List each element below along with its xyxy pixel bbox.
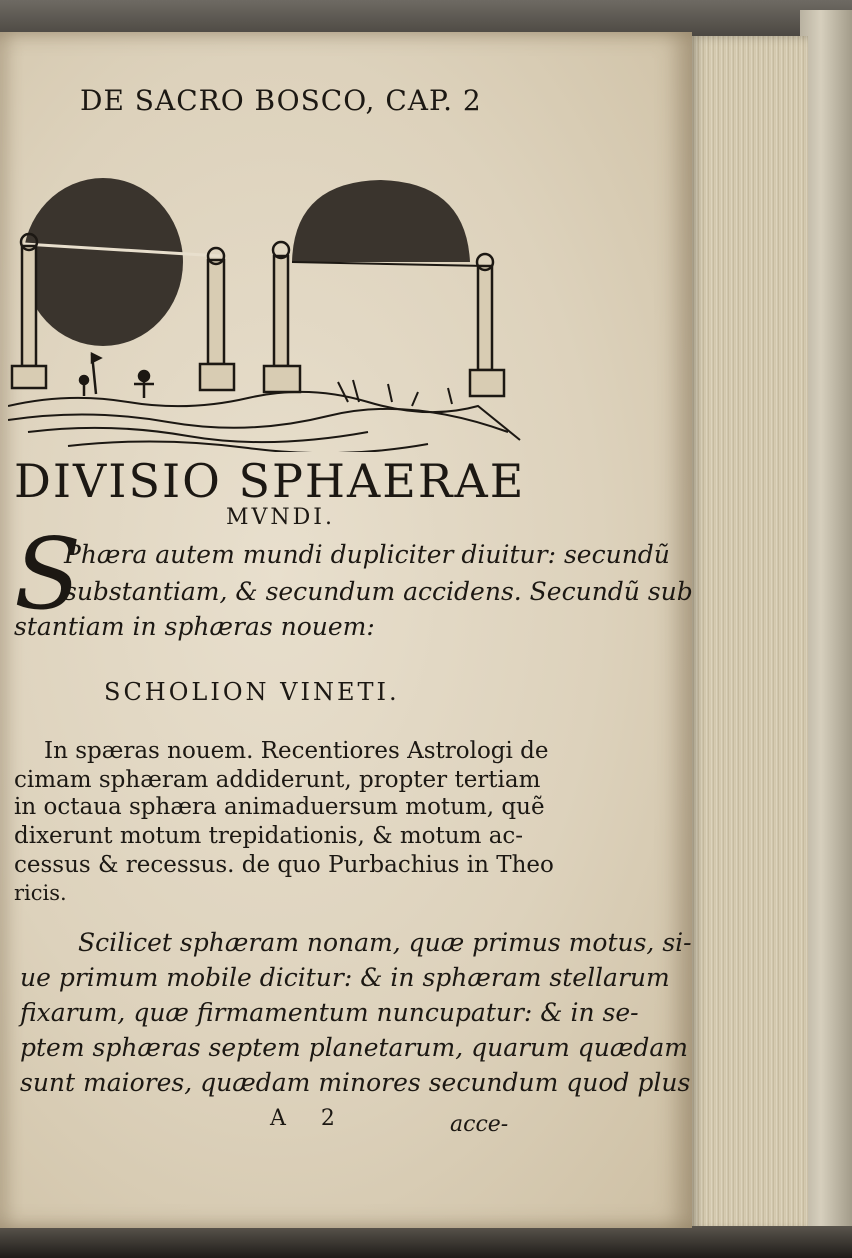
catchword: acce-	[450, 1112, 509, 1137]
scholion-line: In spæras nouem. Recentiores Astrologi de	[44, 738, 549, 764]
scholion-line: cessus & recessus. de quo Purbachius in Theo	[14, 852, 554, 878]
book-page	[0, 32, 692, 1228]
scholion-line: in octaua sphæra animaduersum motum, quẽ	[14, 794, 545, 820]
woodcut-illustration	[8, 170, 524, 452]
book-bottom-edge	[0, 1226, 852, 1258]
body-text-line: Scilicet sphæram nonam, quæ primus motus, si-	[78, 928, 692, 957]
main-text-line: stantiam in sphæras nouem:	[14, 612, 375, 641]
body-text-line: sunt maiores, quædam minores secundum quod plus	[20, 1068, 691, 1097]
signature-mark: A 2	[270, 1106, 349, 1131]
scholion-line: cimam sphæram addiderunt, propter tertiam	[14, 767, 541, 793]
scholion-line: ricis.	[14, 881, 67, 905]
body-text-line: ue primum mobile dicitur: & in sphæram stellarum	[20, 963, 670, 992]
scholion-line: dixerunt motum trepidationis, & motum ac-	[14, 823, 524, 849]
small-figures	[80, 354, 154, 398]
running-head: DE SACRO BOSCO, CAP. 2	[80, 84, 482, 117]
main-text-line: Phæra autem mundi dupliciter diuitur: secundũ	[64, 540, 670, 569]
page-edges	[690, 36, 808, 1232]
body-text-line: ptem sphæras septem planetarum, quarum quædam	[20, 1033, 689, 1062]
right-horizon-line	[292, 262, 486, 266]
right-half-globe	[292, 180, 470, 262]
chapter-subheading: MVNDI.	[226, 505, 335, 530]
main-text-line: substantiam, & secundum accidens. Secundũ sub	[64, 577, 693, 606]
body-text-line: fixarum, quæ firmamentum nuncupatur: & in se-	[20, 998, 639, 1027]
chapter-heading: DIVISIO SPHAERAE	[14, 454, 526, 508]
left-globe	[23, 178, 183, 346]
drop-cap: S	[14, 518, 82, 632]
scholion-heading: SCHOLION VINETI.	[104, 678, 400, 706]
